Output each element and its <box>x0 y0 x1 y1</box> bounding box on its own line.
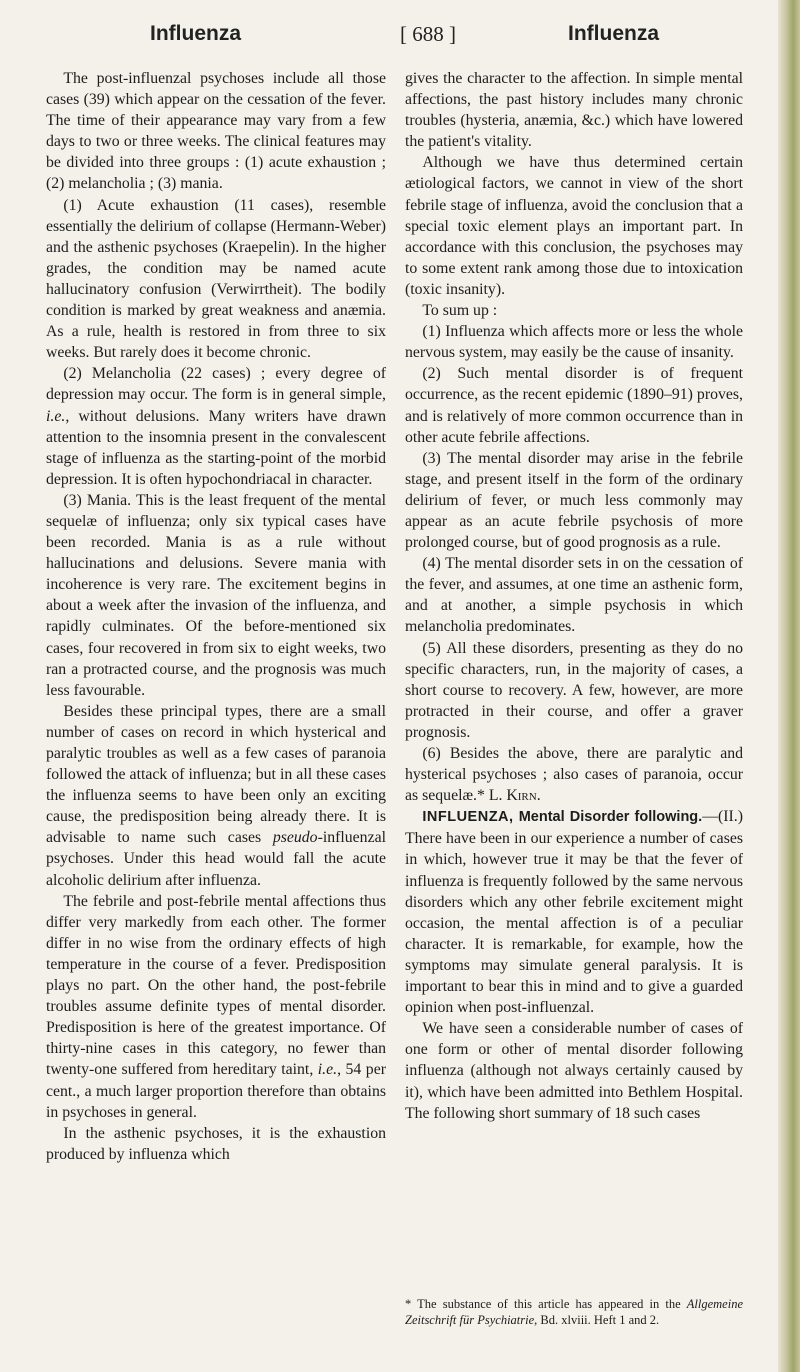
paragraph: (1) Acute exhaustion (11 cases), resemble essentially the delirium of collapse (Hermann-Weber) and the asthenic psychoses (Kraepelin). In the higher grades, the condition may be named acute hallucinatory confusion (Verwirrtheit). The bodily condition is marked by great weakness and anæmia. As a rule, health is restored in from three to six weeks. But rarely does it become chronic. <box>46 196 386 362</box>
paragraph: In the asthenic psychoses, it is the exhaustion produced by influenza which <box>46 1124 386 1163</box>
right-column <box>405 68 743 1124</box>
paragraph: To sum up : <box>422 302 498 320</box>
paragraph: The febrile and post-febrile mental affections thus differ very markedly from each other. The former differ in no wise from the ordinary effects of high temperature in the course of a fever. Predisposition plays no part. On the other hand, the post-febrile troubles assume definite types of mental disorder. Predisposition is here of the greatest importance. Of thirty-nine cases in this category, no fewer than twenty-one suffered from hereditary taint, i.e., 54 per cent., a much larger proportion therefore than obtains in psychoses in general. <box>46 892 386 1121</box>
footnote: * The substance of this article has appeared in the Allgemeine Zeitschrift für Psychiatrie, Bd. xlviii. Heft 1 and 2. <box>405 1297 743 1327</box>
paragraph: Besides these principal types, there are a small number of cases on record in which hysterical and paralytic troubles as well as a few cases of paranoia followed the attack of influenza; but in all these cases the influenza seems to have been only an exciting cause, the predisposition being already there. It is advisable to name such cases pseudo-influenzal psychoses. Under this head would fall the acute alcoholic delirium after influenza. <box>46 702 386 889</box>
entry-headword: INFLUENZA, <box>422 809 514 826</box>
paragraph: (2) Melancholia (22 cases) ; every degree of depression may occur. The form is in general simple, i.e., without delusions. Many writers have drawn attention to the insomnia present in the convalescent stage of influenza as the starting-point of the morbid depression. It is often hypochondriacal in character. <box>46 365 386 488</box>
paragraph: (3) Mania. This is the least frequent of the mental sequelæ of influenza; only six typical cases have been recorded. Mania is as a rule without hallucinations and delusions. Severe mania with incoherence is very rare. The excitement begins in about a week after the invasion of the influenza, and rapidly culminates. Of the before-mentioned six cases, four recovered in from six to eight weeks, two ran a protracted course, and the prognosis was much less favourable. <box>46 491 386 699</box>
paragraph: gives the character to the affection. In simple mental affections, the past history includes many chronic troubles (hysteria, anæmia, &c.) which have lowered the patient's vitality. <box>405 70 743 151</box>
paragraph: The post-influenzal psychoses include all those cases (39) which appear on the cessation of the fever. The time of their appearance may vary from a few days to two or three weeks. The clinical features may be divided into three groups : (1) acute exhaustion ; (2) melancholia ; (3) mania. <box>46 70 386 193</box>
paragraph: (3) The mental disorder may arise in the febrile stage, and present itself in the form of the ordinary delirium of fever, or much less commonly may appear as an acute febrile psychosis of more prolonged course, but of good prognosis as a rule. <box>405 449 743 552</box>
paragraph: (6) Besides the above, there are paralytic and hysterical psychoses ; also cases of paranoia, occur as sequelæ.* L. Kirn. <box>405 745 743 805</box>
page-number: [ 688 ] <box>400 22 456 46</box>
paragraph: (1) Influenza which affects more or less the whole nervous system, may easily be the cause of insanity. <box>405 323 743 362</box>
entry-heading-paragraph: INFLUENZA, Mental Disorder following.—(II.) There have been in our experience a number of cases in which, however true it may be that the fever of influenza is frequently followed by the same nervous disorders which any other febrile excitement might occasion, the mental affection is of a peculiar character. It is remarkable, for example, how the symptoms may simulate general paralysis. It is important to bear this in mind and to give a guarded opinion when post-influenzal. <box>405 808 743 1017</box>
paragraph: We have seen a considerable number of cases of one form or other of mental disorder following influenza (although not always certainly caused by it), which have been admitted into Bethlem Hospital. The following short summary of 18 such cases <box>405 1020 743 1122</box>
page-edge <box>778 0 800 1372</box>
paragraph: (2) Such mental disorder is of frequent occurrence, as the recent epidemic (1890–91) proves, and is relatively of more common occurrence than in other acute febrile affections. <box>405 365 743 446</box>
entry-subheading: Mental Disorder following. <box>513 809 703 826</box>
paragraph: (5) All these disorders, presenting as they do no specific characters, run, in the majority of cases, a short course to recovery. A few, however, are more protracted in their course, and offer a graver prognosis. <box>405 639 743 741</box>
paragraph: Although we have thus determined certain ætiological factors, we cannot in view of the short febrile stage of influenza, avoid the conclusion that a special toxic element plays an important part. In accordance with this conclusion, the psychoses may to some extent rank among those due to intoxication (toxic insanity). <box>405 154 743 298</box>
running-head-right: Influenza <box>568 22 660 45</box>
page-header <box>60 14 740 54</box>
journal-title: Allgemeine Zeitschrift für Psychiatrie <box>405 1297 743 1327</box>
running-head-left: Influenza <box>150 22 242 45</box>
left-column <box>46 68 386 1165</box>
paragraph: (4) The mental disorder sets in on the cessation of the fever, and assumes, at one time an asthenic form, and at another, a simple psychosis in which melancholia predominates. <box>405 555 743 636</box>
author-signature: L. Kirn. <box>488 787 541 805</box>
